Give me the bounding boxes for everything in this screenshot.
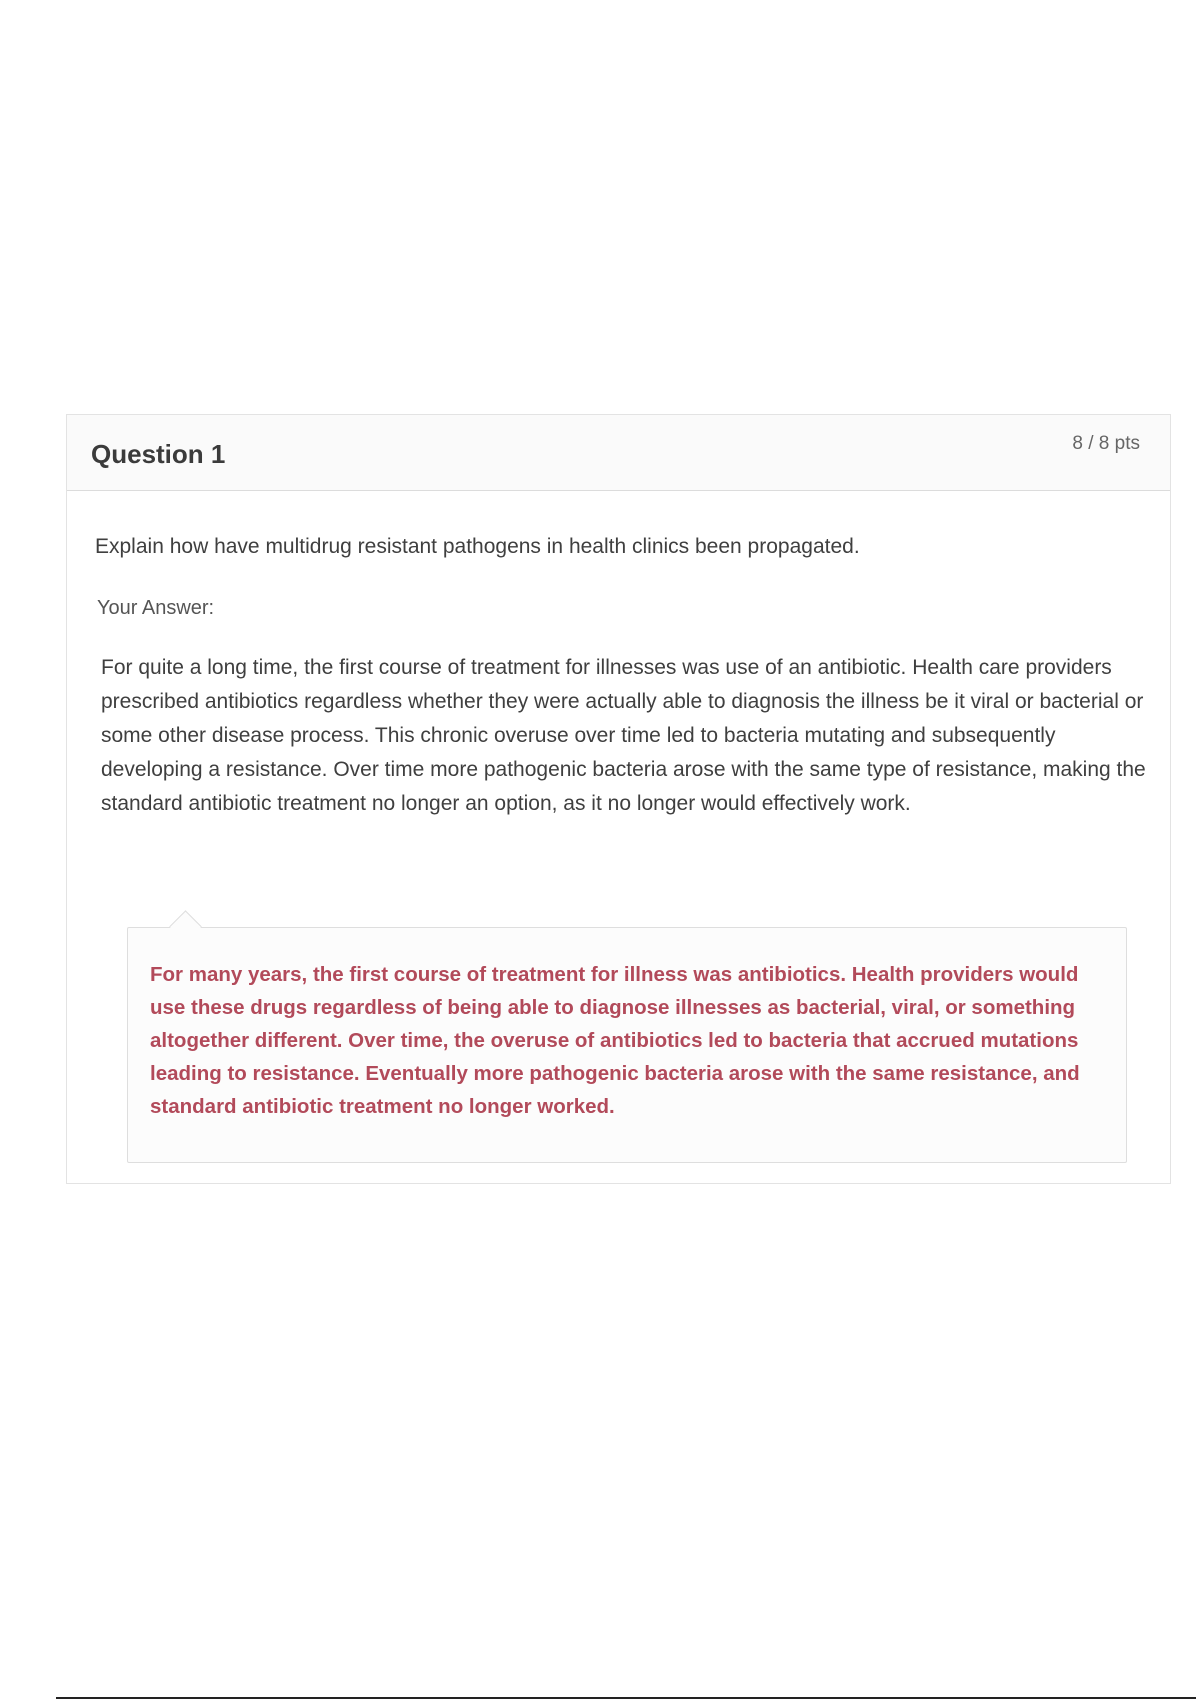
your-answer-label: Your Answer: [97,597,215,619]
grader-comment [127,927,1127,1163]
grader-comment-body [150,958,1100,1123]
question-body [67,491,1170,1183]
question-prompt: Explain how have multidrug resistant pathogens in health clinics been propagated. [95,535,860,558]
comment-pointer [169,910,202,943]
question-title: Question 1 [91,439,226,469]
student-answer-text: For quite a long time, the first course of treatment for illnesses was use of an antibiotic. Health care providers prescribed antibiotics regardless whether they were actually able to diagnosis the illness be it viral or bacterial or some other disease process. This chronic overuse over time led to bacteria mutating and subsequently developing a resistance. Over time more pathogenic bacteria arose with the same type of resistance, making the standard antibiotic treatment no longer an option, as it no longer would effectively work. [101,656,1146,815]
question-card [66,414,1171,1184]
student-answer [101,651,1151,821]
page-footer-rule [56,1697,1196,1699]
points-score: 8 / 8 pts [1072,433,1140,454]
question-header [67,415,1170,491]
grader-comment-text: For many years, the first course of treatment for illness was antibiotics. Health providers would use these drugs regardless of being able to diagnose illnesses as bacterial, viral, or something altogether different. Over time, the overuse of antibiotics led to bacteria that accrued mutations leading to resistance. Eventually more pathogenic bacteria arose with the same resistance, and standard antibiotic treatment no longer worked. [150,963,1080,1118]
